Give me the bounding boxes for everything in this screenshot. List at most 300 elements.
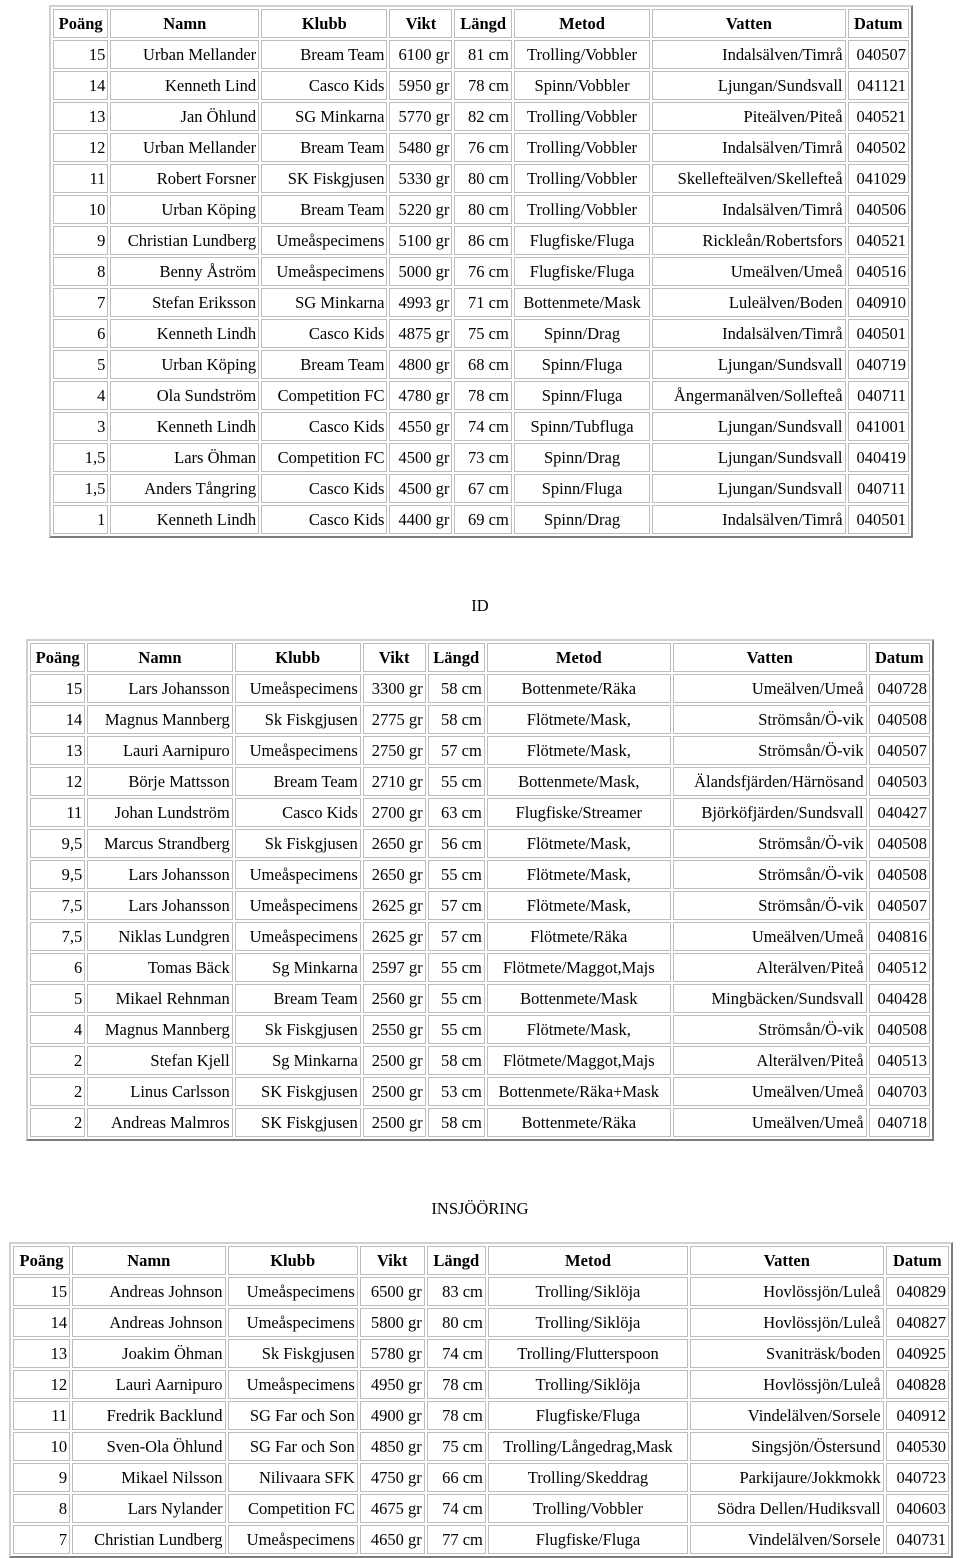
cell-club: Nilivaara SFK [228,1463,358,1492]
cell-length: 57 cm [428,922,485,951]
cell-length: 81 cm [454,40,511,69]
cell-points: 11 [13,1401,70,1430]
cell-points: 1,5 [53,474,108,503]
cell-length: 74 cm [427,1339,486,1368]
table-row [53,164,909,193]
cell-name: Andreas Malmros [87,1108,232,1137]
cell-water: Ljungan/Sundsvall [652,412,845,441]
cell-weight: 4500 gr [389,443,452,472]
cell-weight: 5480 gr [389,133,452,162]
table-row [13,1370,949,1399]
cell-points: 9,5 [30,860,85,889]
cell-method: Trolling/Siklöja [488,1370,688,1399]
header-club: Klubb [261,9,387,38]
cell-points: 12 [30,767,85,796]
header-method: Metod [488,1246,688,1275]
cell-points: 8 [53,257,108,286]
table-header [13,1246,949,1275]
table-row [30,1077,930,1106]
table-row [30,1046,930,1075]
cell-points: 2 [30,1108,85,1137]
cell-method: Bottenmete/Mask, [487,767,671,796]
cell-weight: 2625 gr [363,922,426,951]
cell-weight: 4800 gr [389,350,452,379]
cell-points: 7,5 [30,891,85,920]
cell-date: 040910 [848,288,909,317]
cell-water: Svaniträsk/boden [690,1339,884,1368]
cell-weight: 4650 gr [360,1525,425,1554]
cell-weight: 2700 gr [363,798,426,827]
cell-club: Casco Kids [261,505,387,534]
cell-name: Joakim Öhman [72,1339,225,1368]
cell-weight: 5330 gr [389,164,452,193]
table-row [13,1432,949,1461]
header-date: Datum [869,643,930,672]
cell-points: 13 [13,1339,70,1368]
header-row [13,1246,949,1275]
cell-name: Urban Mellander [110,133,259,162]
cell-date: 040508 [869,860,930,889]
cell-date: 040508 [869,705,930,734]
cell-club: Competition FC [228,1494,358,1523]
cell-name: Magnus Mannberg [87,705,232,734]
table-row [13,1401,949,1430]
cell-points: 15 [53,40,108,69]
cell-points: 7 [53,288,108,317]
cell-date: 040827 [886,1308,949,1337]
table-row [30,984,930,1013]
cell-method: Bottenmete/Räka [487,1108,671,1137]
cell-date: 040508 [869,829,930,858]
cell-weight: 4900 gr [360,1401,425,1430]
cell-name: Mikael Rehnman [87,984,232,1013]
cell-name: Urban Mellander [110,40,259,69]
cell-water: Indalsälven/Timrå [652,319,845,348]
cell-method: Flugfiske/Fluga [514,226,650,255]
cell-date: 040501 [848,505,909,534]
cell-club: Umeåspecimens [235,736,361,765]
cell-name: Johan Lundström [87,798,232,827]
cell-method: Flugfiske/Streamer [487,798,671,827]
cell-name: Stefan Kjell [87,1046,232,1075]
cell-method: Trolling/Siklöja [488,1308,688,1337]
results-table-1 [49,5,913,538]
cell-water: Strömsån/Ö-vik [673,705,867,734]
cell-club: SG Minkarna [261,288,387,317]
table-row [53,257,909,286]
cell-date: 040719 [848,350,909,379]
cell-length: 78 cm [454,381,511,410]
header-method: Metod [487,643,671,672]
cell-club: Bream Team [235,984,361,1013]
cell-club: Casco Kids [261,412,387,441]
cell-name: Anders Tångring [110,474,259,503]
cell-club: Competition FC [261,381,387,410]
cell-name: Kenneth Lindh [110,319,259,348]
cell-name: Christian Lundberg [110,226,259,255]
cell-weight: 4993 gr [389,288,452,317]
cell-name: Urban Köping [110,195,259,224]
cell-points: 11 [53,164,108,193]
cell-points: 14 [53,71,108,100]
table-header [30,643,930,672]
header-water: Vatten [690,1246,884,1275]
cell-club: SG Far och Son [228,1432,358,1461]
table-row [30,798,930,827]
cell-name: Niklas Lundgren [87,922,232,951]
cell-club: Casco Kids [235,798,361,827]
cell-date: 040506 [848,195,909,224]
cell-water: Indalsälven/Timrå [652,505,845,534]
cell-water: Singsjön/Östersund [690,1432,884,1461]
cell-date: 041001 [848,412,909,441]
cell-name: Fredrik Backlund [72,1401,225,1430]
cell-length: 78 cm [454,71,511,100]
cell-weight: 4500 gr [389,474,452,503]
cell-points: 2 [30,1046,85,1075]
cell-name: Christian Lundberg [72,1525,225,1554]
cell-length: 83 cm [427,1277,486,1306]
results-table-2 [26,639,934,1141]
cell-club: Bream Team [261,133,387,162]
table-row [53,133,909,162]
cell-method: Spinn/Vobbler [514,71,650,100]
header-points: Poäng [53,9,108,38]
cell-points: 1,5 [53,443,108,472]
cell-name: Urban Köping [110,350,259,379]
cell-method: Spinn/Drag [514,505,650,534]
cell-club: Umeåspecimens [228,1308,358,1337]
cell-date: 040513 [869,1046,930,1075]
cell-method: Spinn/Fluga [514,474,650,503]
table-row [30,736,930,765]
section-title-id: ID [471,596,489,615]
cell-date: 040711 [848,474,909,503]
cell-date: 040501 [848,319,909,348]
header-date: Datum [848,9,909,38]
cell-water: Luleälven/Boden [652,288,845,317]
cell-method: Trolling/Långedrag,Mask [488,1432,688,1461]
cell-points: 10 [53,195,108,224]
header-name: Namn [87,643,232,672]
cell-length: 63 cm [428,798,485,827]
cell-water: Strömsån/Ö-vik [673,891,867,920]
cell-weight: 2750 gr [363,736,426,765]
cell-weight: 3300 gr [363,674,426,703]
cell-points: 6 [30,953,85,982]
table-row [13,1308,949,1337]
cell-name: Lars Nylander [72,1494,225,1523]
cell-weight: 4550 gr [389,412,452,441]
table-row [13,1494,949,1523]
cell-weight: 2500 gr [363,1077,426,1106]
cell-length: 58 cm [428,674,485,703]
cell-club: SK Fiskgjusen [235,1108,361,1137]
cell-club: Sk Fiskgjusen [235,829,361,858]
cell-club: Umeåspecimens [228,1370,358,1399]
cell-water: Skellefteälven/Skellefteå [652,164,845,193]
cell-name: Lars Johansson [87,674,232,703]
cell-points: 1 [53,505,108,534]
cell-club: Umeåspecimens [228,1277,358,1306]
cell-length: 66 cm [427,1463,486,1492]
table-row [30,953,930,982]
cell-water: Rickleån/Robertsfors [652,226,845,255]
cell-points: 2 [30,1077,85,1106]
table-row [53,319,909,348]
table-row [53,350,909,379]
cell-points: 3 [53,412,108,441]
cell-points: 9 [13,1463,70,1492]
cell-water: Älandsfjärden/Härnösand [673,767,867,796]
table-row [13,1339,949,1368]
header-name: Namn [110,9,259,38]
cell-name: Kenneth Lindh [110,505,259,534]
cell-weight: 2650 gr [363,860,426,889]
header-row [30,643,930,672]
cell-water: Ljungan/Sundsvall [652,474,845,503]
header-length: Längd [427,1246,486,1275]
cell-date: 040816 [869,922,930,951]
cell-weight: 4400 gr [389,505,452,534]
cell-method: Spinn/Fluga [514,381,650,410]
cell-water: Strömsån/Ö-vik [673,860,867,889]
cell-method: Trolling/Vobbler [488,1494,688,1523]
cell-date: 040512 [869,953,930,982]
cell-weight: 5780 gr [360,1339,425,1368]
cell-length: 82 cm [454,102,511,131]
header-weight: Vikt [360,1246,425,1275]
cell-method: Flötmete/Maggot,Majs [487,1046,671,1075]
cell-points: 9,5 [30,829,85,858]
cell-length: 58 cm [428,1108,485,1137]
cell-club: Sg Minkarna [235,953,361,982]
cell-name: Börje Mattsson [87,767,232,796]
cell-water: Alterälven/Piteå [673,1046,867,1075]
cell-water: Strömsån/Ö-vik [673,736,867,765]
header-weight: Vikt [389,9,452,38]
cell-name: Ola Sundström [110,381,259,410]
cell-water: Hovlössjön/Luleå [690,1308,884,1337]
cell-club: SG Minkarna [261,102,387,131]
table-row [53,381,909,410]
cell-method: Trolling/Vobbler [514,40,650,69]
cell-club: Casco Kids [261,474,387,503]
cell-date: 040530 [886,1432,949,1461]
cell-water: Indalsälven/Timrå [652,133,845,162]
cell-name: Mikael Nilsson [72,1463,225,1492]
cell-method: Flötmete/Mask, [487,705,671,734]
cell-club: Umeåspecimens [228,1525,358,1554]
cell-name: Benny Åström [110,257,259,286]
cell-date: 040428 [869,984,930,1013]
cell-length: 53 cm [428,1077,485,1106]
cell-weight: 2625 gr [363,891,426,920]
cell-date: 040912 [886,1401,949,1430]
table-header [53,9,909,38]
cell-name: Marcus Strandberg [87,829,232,858]
cell-length: 57 cm [428,891,485,920]
cell-method: Bottenmete/Mask [487,984,671,1013]
cell-weight: 5950 gr [389,71,452,100]
cell-length: 71 cm [454,288,511,317]
header-method: Metod [514,9,650,38]
table-row [30,674,930,703]
cell-date: 040711 [848,381,909,410]
cell-water: Hovlössjön/Luleå [690,1370,884,1399]
cell-name: Robert Forsner [110,164,259,193]
section-title-insjooring: INSJÖÖRING [431,1199,529,1218]
header-club: Klubb [235,643,361,672]
cell-water: Södra Dellen/Hudiksvall [690,1494,884,1523]
cell-length: 55 cm [428,953,485,982]
cell-points: 13 [53,102,108,131]
cell-length: 55 cm [428,1015,485,1044]
cell-weight: 2597 gr [363,953,426,982]
cell-length: 74 cm [454,412,511,441]
table-row [53,71,909,100]
cell-weight: 4780 gr [389,381,452,410]
cell-name: Linus Carlsson [87,1077,232,1106]
cell-date: 040718 [869,1108,930,1137]
cell-points: 4 [30,1015,85,1044]
cell-water: Ljungan/Sundsvall [652,443,845,472]
cell-weight: 6500 gr [360,1277,425,1306]
cell-method: Flugfiske/Fluga [488,1401,688,1430]
cell-name: Stefan Eriksson [110,288,259,317]
cell-length: 75 cm [427,1432,486,1461]
cell-length: 76 cm [454,133,511,162]
cell-water: Umeälven/Umeå [673,674,867,703]
cell-club: Sk Fiskgjusen [235,705,361,734]
cell-club: Umeåspecimens [235,891,361,920]
cell-points: 14 [13,1308,70,1337]
cell-date: 040723 [886,1463,949,1492]
cell-date: 040728 [869,674,930,703]
cell-points: 15 [30,674,85,703]
cell-length: 55 cm [428,984,485,1013]
cell-name: Kenneth Lind [110,71,259,100]
cell-water: Parkijaure/Jokkmokk [690,1463,884,1492]
cell-length: 86 cm [454,226,511,255]
cell-water: Umeälven/Umeå [673,1108,867,1137]
cell-name: Lars Johansson [87,891,232,920]
cell-date: 040507 [869,736,930,765]
cell-club: Umeåspecimens [261,226,387,255]
cell-weight: 5100 gr [389,226,452,255]
header-water: Vatten [673,643,867,672]
cell-length: 77 cm [427,1525,486,1554]
cell-name: Andreas Johnson [72,1277,225,1306]
table-row [13,1525,949,1554]
cell-date: 040419 [848,443,909,472]
cell-weight: 2560 gr [363,984,426,1013]
cell-weight: 4850 gr [360,1432,425,1461]
cell-club: SK Fiskgjusen [261,164,387,193]
header-points: Poäng [13,1246,70,1275]
cell-club: Bream Team [261,40,387,69]
header-points: Poäng [30,643,85,672]
cell-name: Magnus Mannberg [87,1015,232,1044]
table-row [30,1108,930,1137]
cell-points: 12 [13,1370,70,1399]
cell-date: 040507 [869,891,930,920]
cell-method: Bottenmete/Mask [514,288,650,317]
cell-club: Casco Kids [261,319,387,348]
table-row [53,195,909,224]
header-length: Längd [454,9,511,38]
cell-length: 78 cm [427,1370,486,1399]
cell-length: 76 cm [454,257,511,286]
header-club: Klubb [228,1246,358,1275]
cell-length: 56 cm [428,829,485,858]
cell-points: 5 [53,350,108,379]
cell-method: Trolling/Vobbler [514,164,650,193]
cell-water: Mingbäcken/Sundsvall [673,984,867,1013]
cell-method: Spinn/Drag [514,319,650,348]
cell-name: Kenneth Lindh [110,412,259,441]
table-body [13,1277,949,1554]
table-row [30,705,930,734]
table-row [53,40,909,69]
cell-club: Umeåspecimens [235,674,361,703]
cell-date: 040703 [869,1077,930,1106]
cell-club: Bream Team [235,767,361,796]
cell-name: Lauri Aarnipuro [87,736,232,765]
cell-method: Flötmete/Mask, [487,736,671,765]
cell-water: Ångermanälven/Sollefteå [652,381,845,410]
cell-weight: 2500 gr [363,1046,426,1075]
cell-date: 041121 [848,71,909,100]
table-row [13,1277,949,1306]
cell-method: Trolling/Skeddrag [488,1463,688,1492]
cell-method: Flugfiske/Fluga [514,257,650,286]
cell-water: Björköfjärden/Sundsvall [673,798,867,827]
table-row [53,412,909,441]
cell-method: Trolling/Vobbler [514,195,650,224]
cell-club: Sk Fiskgjusen [228,1339,358,1368]
header-length: Längd [428,643,485,672]
cell-weight: 4950 gr [360,1370,425,1399]
cell-length: 68 cm [454,350,511,379]
cell-name: Sven-Ola Öhlund [72,1432,225,1461]
cell-date: 040521 [848,102,909,131]
table-row [13,1463,949,1492]
cell-club: Umeåspecimens [261,257,387,286]
cell-water: Alterälven/Piteå [673,953,867,982]
table-row [53,443,909,472]
cell-method: Bottenmete/Räka [487,674,671,703]
cell-method: Trolling/Flutterspoon [488,1339,688,1368]
cell-name: Lars Johansson [87,860,232,889]
cell-water: Ljungan/Sundsvall [652,71,845,100]
table-row [30,829,930,858]
cell-points: 7,5 [30,922,85,951]
cell-date: 040829 [886,1277,949,1306]
cell-points: 11 [30,798,85,827]
cell-club: Sg Minkarna [235,1046,361,1075]
cell-water: Strömsån/Ö-vik [673,1015,867,1044]
cell-water: Piteälven/Piteå [652,102,845,131]
cell-length: 80 cm [427,1308,486,1337]
cell-date: 040427 [869,798,930,827]
cell-points: 4 [53,381,108,410]
cell-points: 5 [30,984,85,1013]
cell-weight: 5220 gr [389,195,452,224]
cell-method: Spinn/Fluga [514,350,650,379]
table-row [30,860,930,889]
cell-water: Umeälven/Umeå [652,257,845,286]
